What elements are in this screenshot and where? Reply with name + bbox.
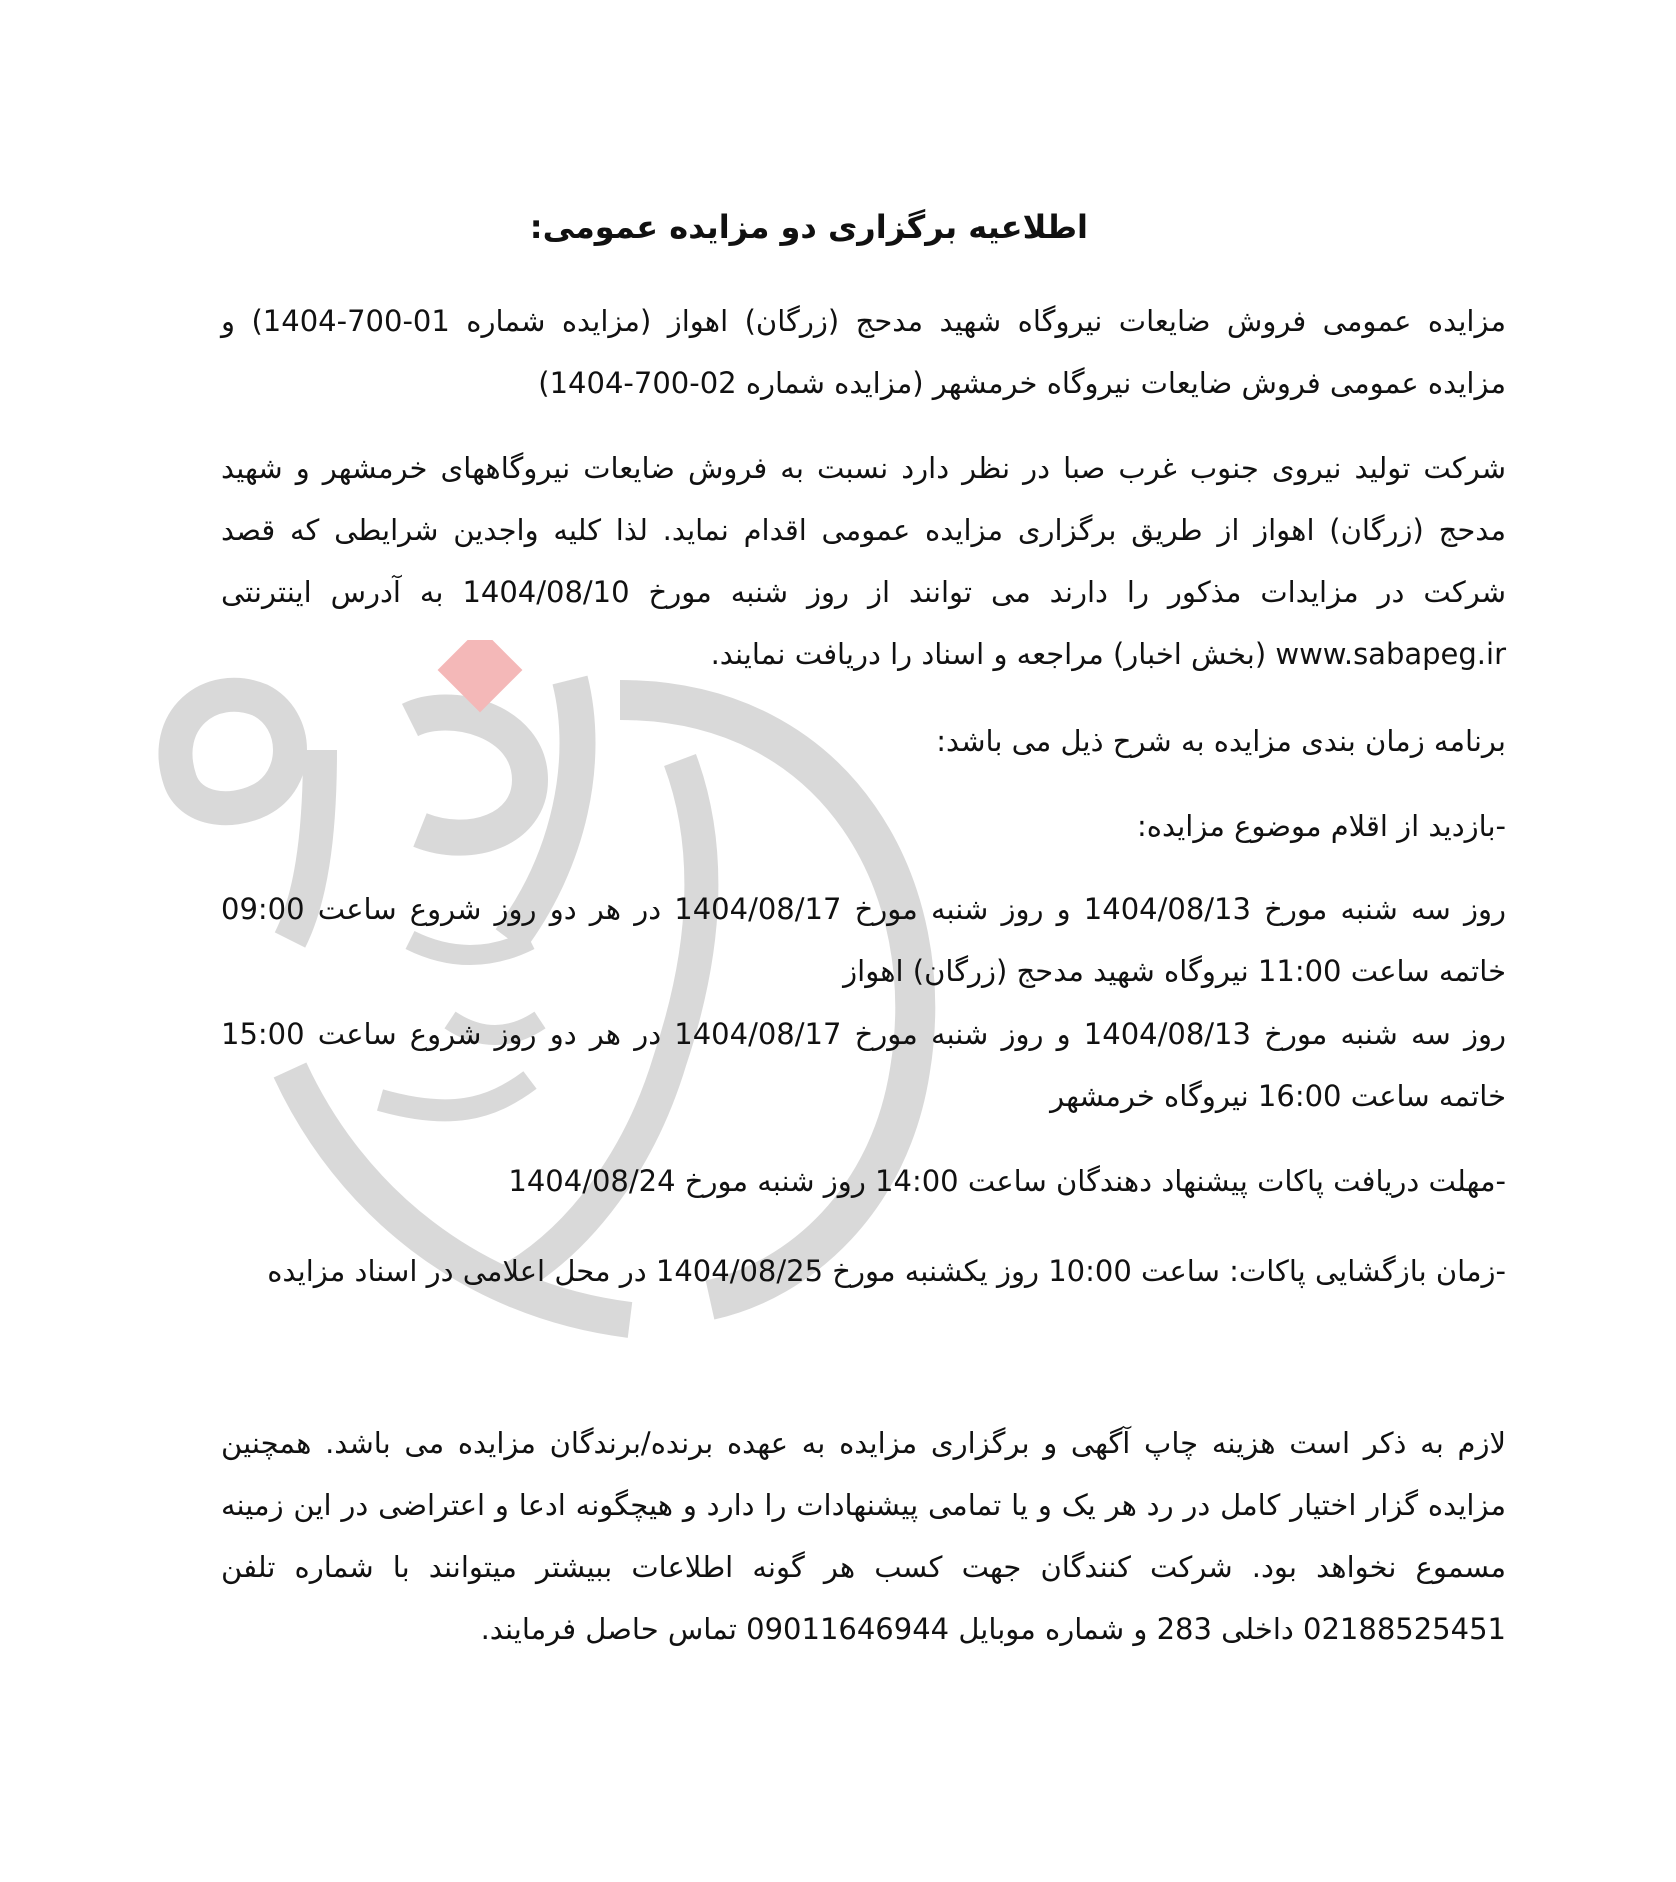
schedule-heading: برنامه زمان بندی مزایده به شرح ذیل می باشد: <box>936 724 1506 758</box>
closing-paragraph: لازم به ذکر است هزینه چاپ آگهی و برگزاری مزایده به عهده برنده/برندگان مزایده می باشد. همچنین مزایده گزار اختیار کامل در رد هر یک و یا تمامی پیشنهادات را دارد و هیچگونه ادعا و اعتراضی در این زمینه مسموع نخواهد بود. شرکت کنندگان جهت کسب هر گونه اطلاعات ببیشتر میتوانند با شماره تلفن 02188525451 داخلی 283 و شماره موبایل 09011646944 تماس حاصل فرمایند. <box>221 1426 1506 1646</box>
visit-zargan-schedule: روز سه شنبه مورخ 1404/08/13 و روز شنبه مورخ 1404/08/17 در هر دو روز شروع ساعت 09:00 خاتمه ساعت 11:00 نیروگاه شهید مدحج (زرگان) اهواز <box>221 892 1506 988</box>
bid-deadline: -مهلت دریافت پاکات پیشنهاد دهندگان ساعت 14:00 روز شنبه مورخ 1404/08/24 <box>508 1164 1506 1198</box>
bid-opening: -زمان بازگشایی پاکات: ساعت 10:00 روز یکشنبه مورخ 1404/08/25 در محل اعلامی در اسناد مزایده <box>267 1254 1506 1288</box>
auction-subject-paragraph: مزایده عمومی فروش ضایعات نیروگاه شهید مدحج (زرگان) اهواز (مزایده شماره 01-700-1404) و مزایده عمومی فروش ضایعات نیروگاه خرمشهر (مزایده شماره 02-700-1404) <box>221 304 1506 400</box>
intro-paragraph: شرکت تولید نیروی جنوب غرب صبا در نظر دارد نسبت به فروش ضایعات نیروگاههای خرمشهر و شهید مدحج (زرگان) اهواز از طریق برگزاری مزایده عمومی اقدام نماید. لذا کلیه واجدین شرایطی که قصد شرکت در مزایدات مذکور را دارند می توانند از روز شنبه مورخ 1404/08/10 به آدرس اینترنتی www.sabapeg.ir (بخش اخبار) مراجعه و اسناد را دریافت نمایند. <box>221 451 1506 671</box>
visit-heading: -بازدید از اقلام موضوع مزایده: <box>1137 809 1506 843</box>
visit-khorramshahr-schedule: روز سه شنبه مورخ 1404/08/13 و روز شنبه مورخ 1404/08/17 در هر دو روز شروع ساعت 15:00 خاتمه ساعت 16:00 نیروگاه خرمشهر <box>221 1017 1506 1113</box>
page-title: اطلاعیه برگزاری دو مزایده عمومی: <box>529 208 1088 246</box>
